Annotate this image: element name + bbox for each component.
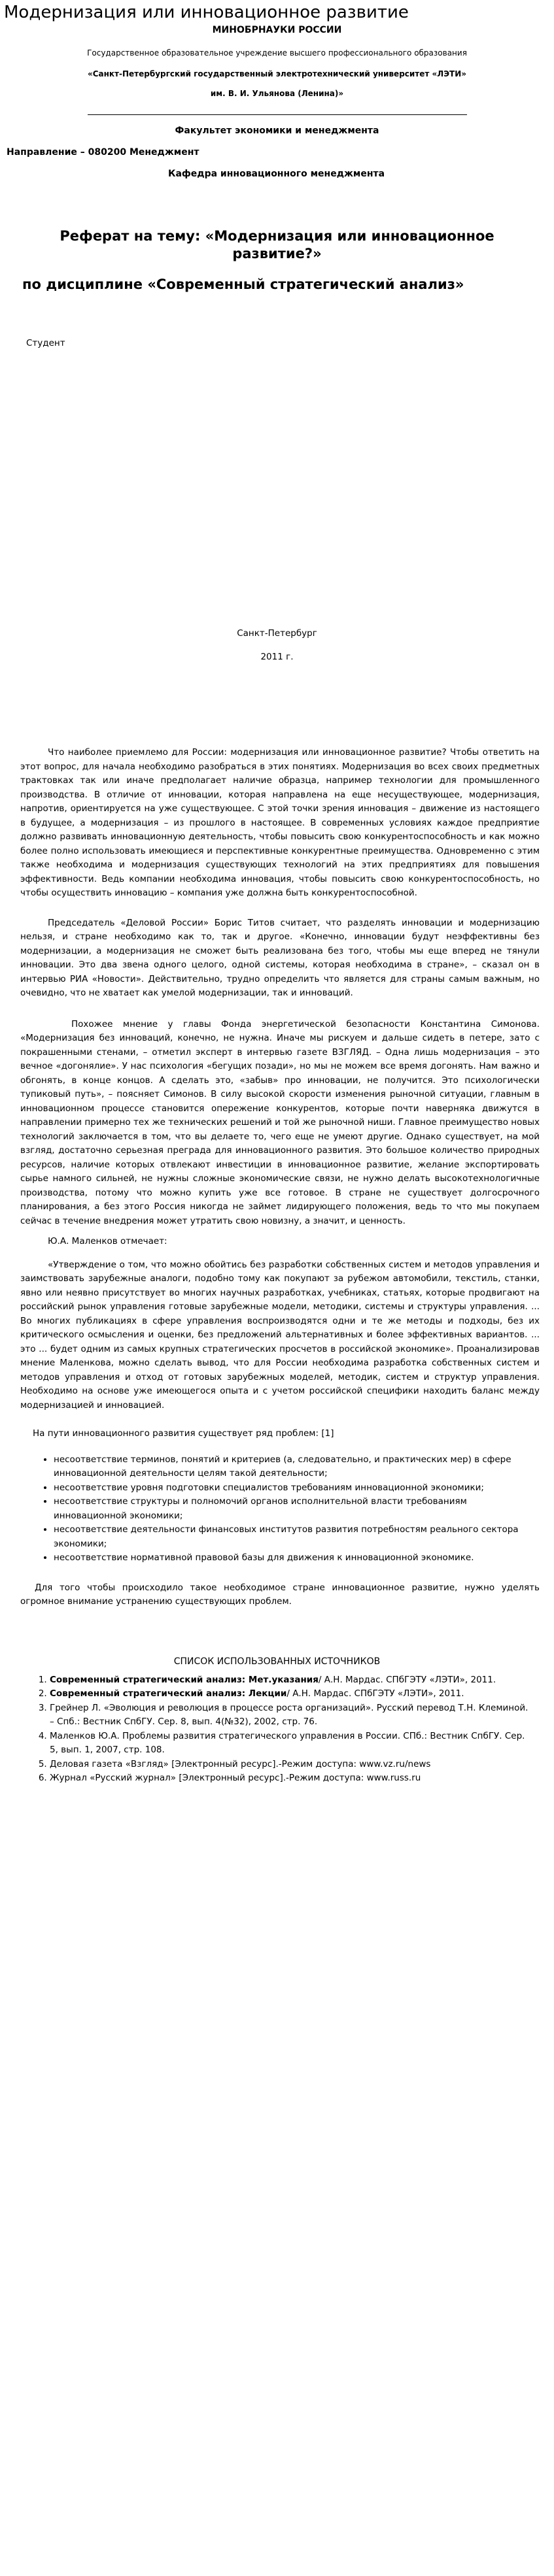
quote-paragraph: «Утверждение о том, что можно обойтись без разработки собственных систем и методов управления и заимствовать зарубежные аналоги, подобно тому как покупают за рубежом автомобили, текстиль, станки, явно или неявно присутствует во многих научных разработках, учебниках, статьях, которые продвигают на российский рынок управления готовые зарубежные модели, методики, системы и структуры управления. ... Во многих публикациях в сфере управления воспроизводятся одни и те же методы и подходы, без их критического осмысления и оценки, без предложений альтернативных и более эффективных вариантов. ... это ... будет одним из самых крупных стратегических просчетов в российской экономике». Проанализировав мнение Маленкова, можно сделать вывод, что для России необходима разработка собственных систем и методов управления и отход от готовых зарубежных моделей, методик, систем и структур управления. Необходимо на основе уже имеющегося опыта и с учетом российской специфики находить баланс между модернизацией и инновацией. (20, 1259, 540, 1411)
student-label: Студент (26, 338, 65, 348)
sources-list (0, 1673, 554, 1786)
paragraph-4: Ю.А. Маленков отмечает: (48, 1236, 167, 1246)
essay-title-line-1: Реферат на тему: «Модернизация или инновационное (60, 228, 494, 244)
university-named-after: им. В. И. Ульянова (Ленина)» (210, 89, 344, 98)
list-item: • несоответствие структуры и полномочий органов исполнительной власти требованиям инновационной экономики; (54, 1495, 528, 1523)
problems-list (0, 1453, 554, 1565)
list-item: 3. Грейнер Л. «Эволюция и революция в процессе роста организаций». Русский перевод Т.Н. Клеминой. – Спб.: Вестник СпбГУ. Сер. 8, вып. 4(№32), 2002, стр. 76. (50, 1701, 534, 1730)
paragraph-3: Похожее мнение у главы Фонда энергетической безопасности Константина Симонова. «Модернизация без инноваций, конечно, не нужна. Иначе мы рискуем и дальше сидеть в петере, зато с покрашенными стенами, – отметил эксперт в интервью газете ВЗГЛЯД. – Одна лишь модернизация – это вечное «догонялие». У нас психология «бегущих позади», но мы не можем все время догонять. Нам важно и обгонять, в конце концов. А сделать это, «забыв» про инновации, не получится. Это психологически тупиковый путь», – поясняет Симонов. В силу высокой скорости изменения рыночной ситуации, главным в инновационном процессе становится опережение конкурентов, которые почти наверняка движутся в направлении примерно тех же технических решений и той же рыночной ниши. Главное преимущество новых технологий заключается в том, что вы делаете то, чего еще не умеют другие. Однако существует, на мой взгляд, достаточно серьезная преграда для инновационного развития. Это большое количество природных ресурсов, наличие которых отвлекают инвестиции в инновационное развитие, желание экспортировать сырье намного сильней, не нужны сложные экономические связи, не нужно делать высокотехнологичные производства, потому что можно купить уже все готовое. В стране не существует долгосрочного планирования, а без этого Россия никогда не займет лидирующего положения, ведь то что мы покупаем сейчас в течение внедрения может утратить свою новизну, а значит, и ценность. (20, 1018, 540, 1226)
list-item: 4. Маленков Ю.А. Проблемы развития стратегического управления в России. СПб.: Вестник СпбГУ. Сер. 5, вып. 1, 2007, стр. 108. (50, 1730, 534, 1758)
list-item: • несоответствие терминов, понятий и критериев (а, следовательно, и практических мер) в сфере инновационной деятельности целям такой деятельности; (54, 1453, 528, 1481)
ministry-heading: МИНОБРНАУКИ РОССИИ (212, 25, 342, 35)
year: 2011 г. (260, 652, 294, 662)
institution-type: Государственное образовательное учреждение высшего профессионального образования (87, 48, 467, 58)
direction-line: Направление – 080200 Менеджмент (7, 147, 199, 158)
list-item: • несоответствие деятельности финансовых институтов развития потребностям реального сектора экономики; (54, 1523, 528, 1551)
list-item: • несоответствие уровня подготовки специалистов требованиям инновационной экономики; (54, 1481, 528, 1496)
list-item: 2. Современный стратегический анализ: Лекции/ А.Н. Мардас. СПбГЭТУ «ЛЭТИ», 2011. (50, 1687, 534, 1701)
department-name: Кафедра инновационного менеджмента (168, 169, 385, 179)
list-item: 1. Современный стратегический анализ: Мет.указания/ А.Н. Мардас. СПбГЭТУ «ЛЭТИ», 2011. (50, 1673, 534, 1688)
faculty-name: Факультет экономики и менеджмента (175, 125, 379, 136)
essay-title-line-2: развитие?» (232, 246, 322, 261)
list-item: 5. Деловая газета «Взгляд» [Электронный ресурс].-Режим доступа: www.vz.ru/news (50, 1758, 534, 1772)
sources-heading: СПИСОК ИСПОЛЬЗОВАННЫХ ИСТОЧНИКОВ (173, 1656, 381, 1667)
university-name: «Санкт-Петербургский государственный электротехнический университет «ЛЭТИ» (87, 69, 467, 78)
problems-intro: На пути инновационного развития существует ряд проблем: [1] (33, 1428, 334, 1439)
document-title: Модернизация или инновационное развитие (4, 3, 409, 22)
discipline-line: по дисциплине «Современный стратегический анализ» (22, 276, 464, 292)
paragraph-1: Что наиболее приемлемо для России: модернизация или инновационное развитие? Чтобы ответить на этот вопрос, для начала необходимо разобраться в этих понятиях. Модернизация во всех своих предметных трактовках так или иначе предполагает наличие образца, например технологии для промышленного производства. В отличие от инновации, которая направлена на еще несуществующее, модернизация, напротив, ориентируется на уже существующее. С этой точки зрения инновация – движение из настоящего в будущее, а модернизация – из прошлого в настоящее. В современных условиях каждое предприятие должно развивать инновационную деятельность, чтобы повысить свою конкурентоспособность и как можно более полно использовать имеющиеся и перспективные конкурентные преимущества. Одновременно с этим также необходима и модернизация существующих технологий на этих предприятиях для повышения эффективности. Ведь компании необходима инновация, чтобы повысить свою конкурентоспособность, но чтобы осуществить инновацию – компания уже должна быть конкурентоспособной. (20, 747, 540, 898)
header-divider (88, 114, 467, 115)
paragraph-2: Председатель «Деловой России» Борис Титов считает, что разделять инновации и модернизацию нельзя, и стране необходимо как то, так и другое. «Конечно, инновации будут неэффективны без модернизации, а модернизация не сможет быть реализована без того, чтобы мы еще вперед не тянули инновации. Это два звена одного целого, одной системы, которая необходима в стране», – сказал он в интервью РИА «Новости». Действительно, трудно определить что является для страны самым важным, но очевидно, что не хватает как умелой модернизации, так и инноваций. (20, 917, 540, 998)
list-item: • несоответствие нормативной правовой базы для движения к инновационной экономике. (54, 1551, 528, 1565)
list-item: 6. Журнал «Русский журнал» [Электронный ресурс].-Режим доступа: www.russ.ru (50, 1771, 534, 1786)
conclusion-paragraph: Для того чтобы происходило такое необходимое стране инновационное развитие, нужно уделять огромное внимание устранению существующих проблем. (20, 1582, 540, 1607)
city: Санкт-Петербург (237, 628, 317, 639)
